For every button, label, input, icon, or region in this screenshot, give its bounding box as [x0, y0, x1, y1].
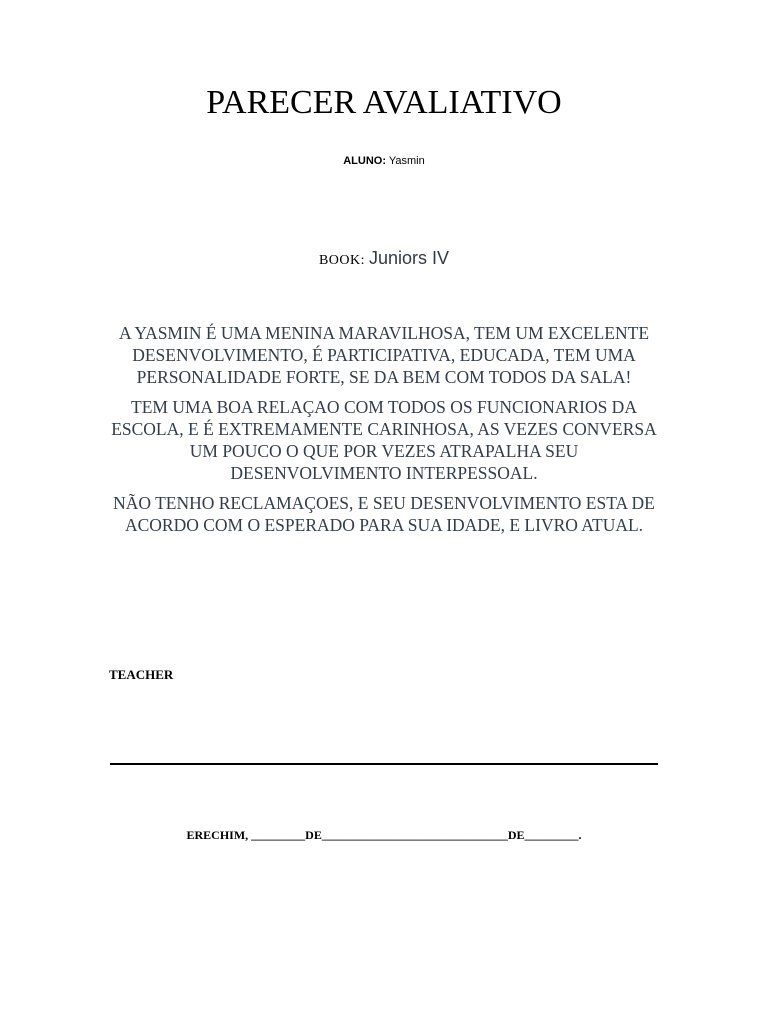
evaluation-paragraph: NÃO TENHO RECLAMAÇOES, E SEU DESENVOLVIMENTO ESTA DE ACORDO COM O ESPERADO PARA SUA IDADE, E LIVRO ATUAL.: [113, 493, 655, 535]
student-name: Yasmin: [388, 155, 425, 167]
student-line: [0, 155, 768, 167]
teacher-label: TEACHER: [109, 667, 174, 682]
evaluation-paragraph: A YASMIN É UMA MENINA MARAVILHOSA, TEM UM EXCELENTE DESENVOLVIMENTO, É PARTICIPATIVA, EDUCADA, TEM UMA PERSONALIDADE FORTE, SE DA BEM COM TODOS DA SALA!: [118, 323, 650, 387]
student-label: ALUNO:: [343, 155, 387, 167]
date-line: ERECHIM, _________DE_______________________________DE_________.: [186, 828, 582, 842]
evaluation-paragraph: TEM UMA BOA RELAÇAO COM TODOS OS FUNCIONARIOS DA ESCOLA, E É EXTREMAMENTE CARINHOSA, AS VEZES CONVERSA UM POUCO O QUE POR VEZES ATRAPALHA SEU DESENVOLVIMENTO INTERPESSOAL.: [111, 397, 657, 483]
evaluation-text: [110, 322, 658, 544]
book-value: Juniors IV: [369, 248, 450, 268]
book-line: [0, 248, 768, 269]
book-label: BOOK:: [318, 253, 365, 268]
document-title: PARECER AVALIATIVO: [206, 84, 562, 121]
signature-line: [110, 763, 658, 765]
